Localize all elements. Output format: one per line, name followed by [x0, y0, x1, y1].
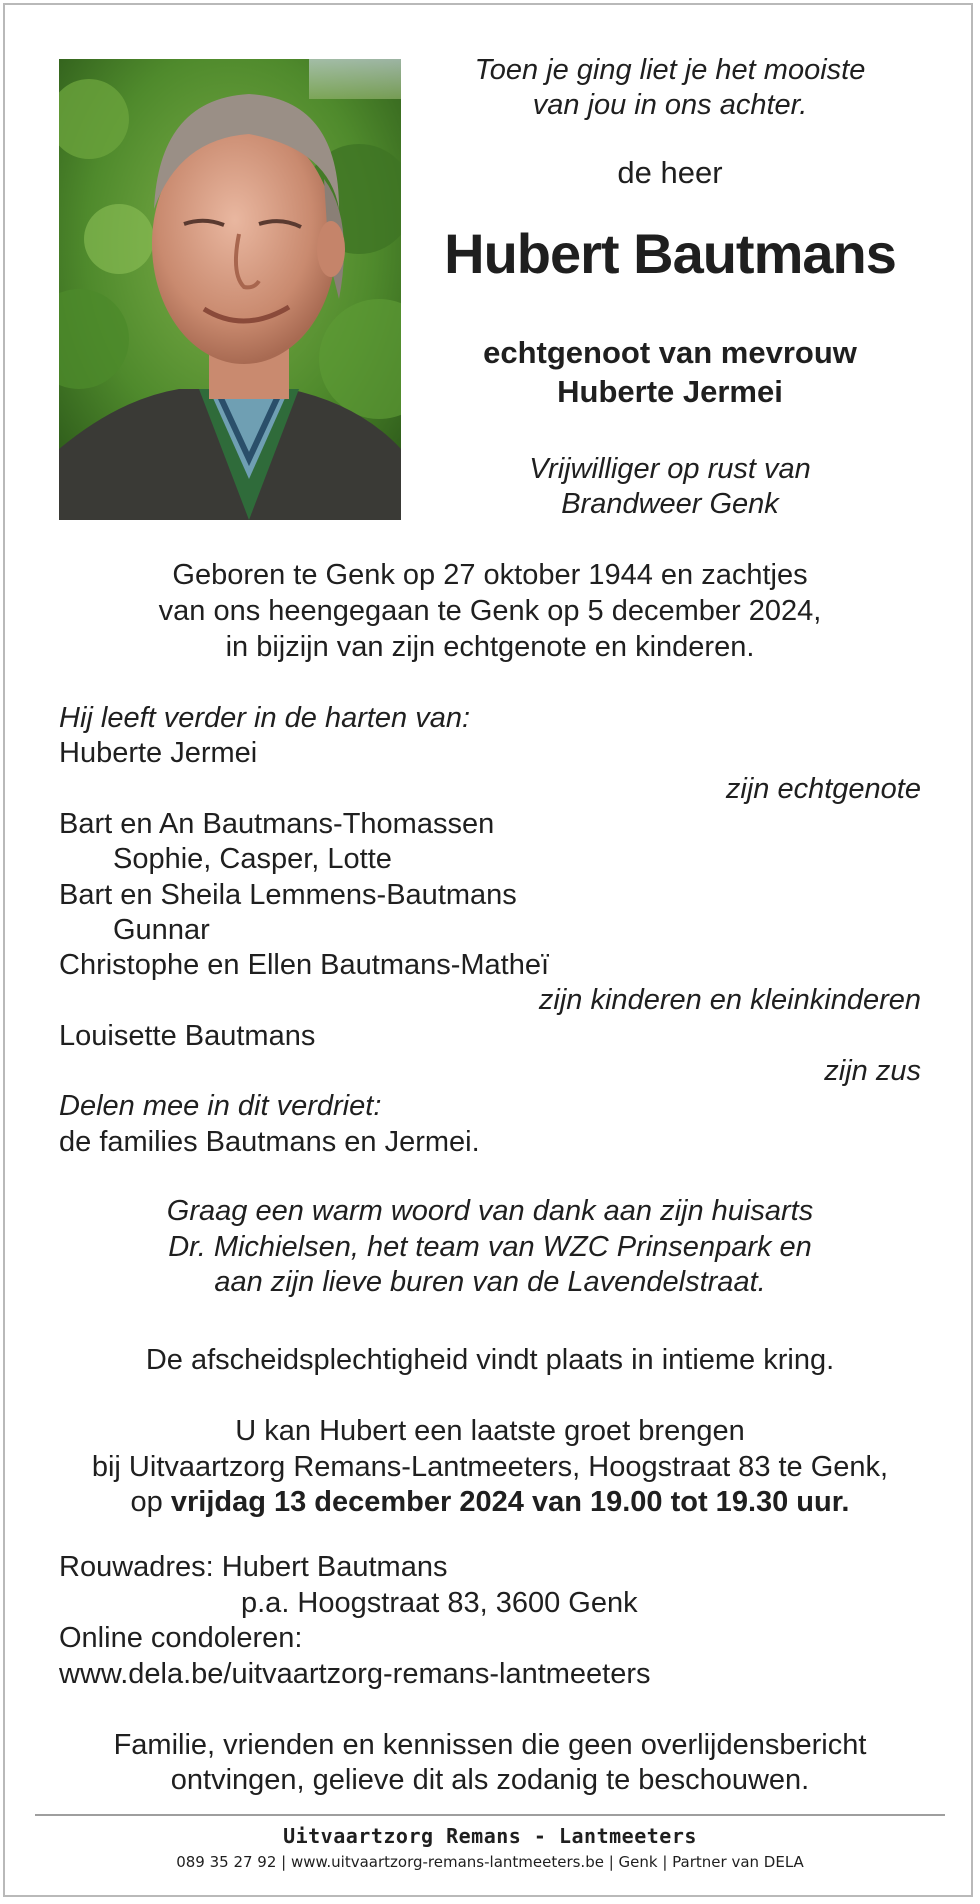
footer-company: Uitvaartzorg Remans - Lantmeeters: [283, 1824, 697, 1848]
ceremony-text: De afscheidsplechtigheid vindt plaats in intieme kring.: [145, 1344, 835, 1376]
visit-line-1: U kan Hubert een laatste groet brengen: [235, 1415, 745, 1447]
share-intro: Delen mee in dit verdriet:: [59, 1090, 382, 1122]
visit-line-2: bij Uitvaartzorg Remans-Lantmeeters, Hoogstraat 83 te Genk,: [91, 1451, 889, 1483]
role-line-2: Brandweer Genk: [561, 488, 779, 520]
portrait-photo: [59, 59, 401, 520]
share-families: de families Bautmans en Jermei.: [59, 1126, 480, 1158]
spouse-line-1: echtgenoot van mevrouw: [483, 335, 857, 370]
birth-line-3: in bijzijn van zijn echtgenote en kinderen.: [225, 631, 755, 663]
closing-line-2: ontvingen, gelieve dit als zodanig te beschouwen.: [170, 1764, 810, 1796]
address-line-2: p.a. Hoogstraat 83, 3600 Genk: [241, 1587, 638, 1619]
condolence-url[interactable]: www.dela.be/uitvaartzorg-remans-lantmeeters: [59, 1658, 651, 1690]
thanks-line-2: Dr. Michielsen, het team van WZC Prinsenpark en: [168, 1231, 812, 1263]
birth-line-2: van ons heengegaan te Genk op 5 december 2024,: [158, 595, 822, 627]
salutation: de heer: [617, 155, 723, 190]
deceased-name: Hubert Bautmans: [444, 222, 896, 285]
visit-date: vrijdag 13 december 2024 van 19.00 tot 19.30 uur.: [170, 1486, 850, 1518]
birth-line-1: Geboren te Genk op 27 oktober 1944 en zachtjes: [172, 559, 808, 591]
family-intro: Hij leeft verder in de harten van:: [59, 702, 471, 734]
thanks-line-1: Graag een warm woord van dank aan zijn huisarts: [166, 1195, 814, 1227]
closing-line-1: Familie, vrienden en kennissen die geen overlijdensbericht: [113, 1729, 867, 1761]
visit-prefix: op: [130, 1486, 163, 1518]
footer-info: 089 35 27 92 | www.uitvaartzorg-remans-lantmeeters.be | Genk | Partner van DELA: [176, 1853, 804, 1871]
thanks-line-3: aan zijn lieve buren van de Lavendelstraat.: [214, 1266, 766, 1298]
child-1: Bart en An Bautmans-Thomassen: [59, 808, 495, 840]
children-relation: zijn kinderen en kleinkinderen: [538, 984, 921, 1016]
online-label: Online condoleren:: [59, 1622, 303, 1654]
child-2: Bart en Sheila Lemmens-Bautmans: [59, 879, 517, 911]
quote-line-1: Toen je ging liet je het mooiste: [474, 54, 866, 86]
child-3: Christophe en Ellen Bautmans-Matheï: [59, 949, 550, 981]
address-line-1: Rouwadres: Hubert Bautmans: [59, 1551, 448, 1583]
visit-line-3: [59, 1484, 921, 1520]
spouse-line-2: Huberte Jermei: [557, 374, 783, 409]
sister: Louisette Bautmans: [59, 1020, 316, 1052]
family-spouse: Huberte Jermei: [59, 737, 258, 769]
quote-line-2: van jou in ons achter.: [532, 89, 808, 121]
spouse-relation: zijn echtgenote: [725, 773, 921, 805]
grandchildren-2: Gunnar: [113, 914, 210, 946]
grandchildren-1: Sophie, Casper, Lotte: [113, 843, 392, 875]
role-line-1: Vrijwilliger op rust van: [529, 453, 811, 485]
sister-relation: zijn zus: [824, 1055, 921, 1087]
footer-divider: [35, 1814, 945, 1816]
